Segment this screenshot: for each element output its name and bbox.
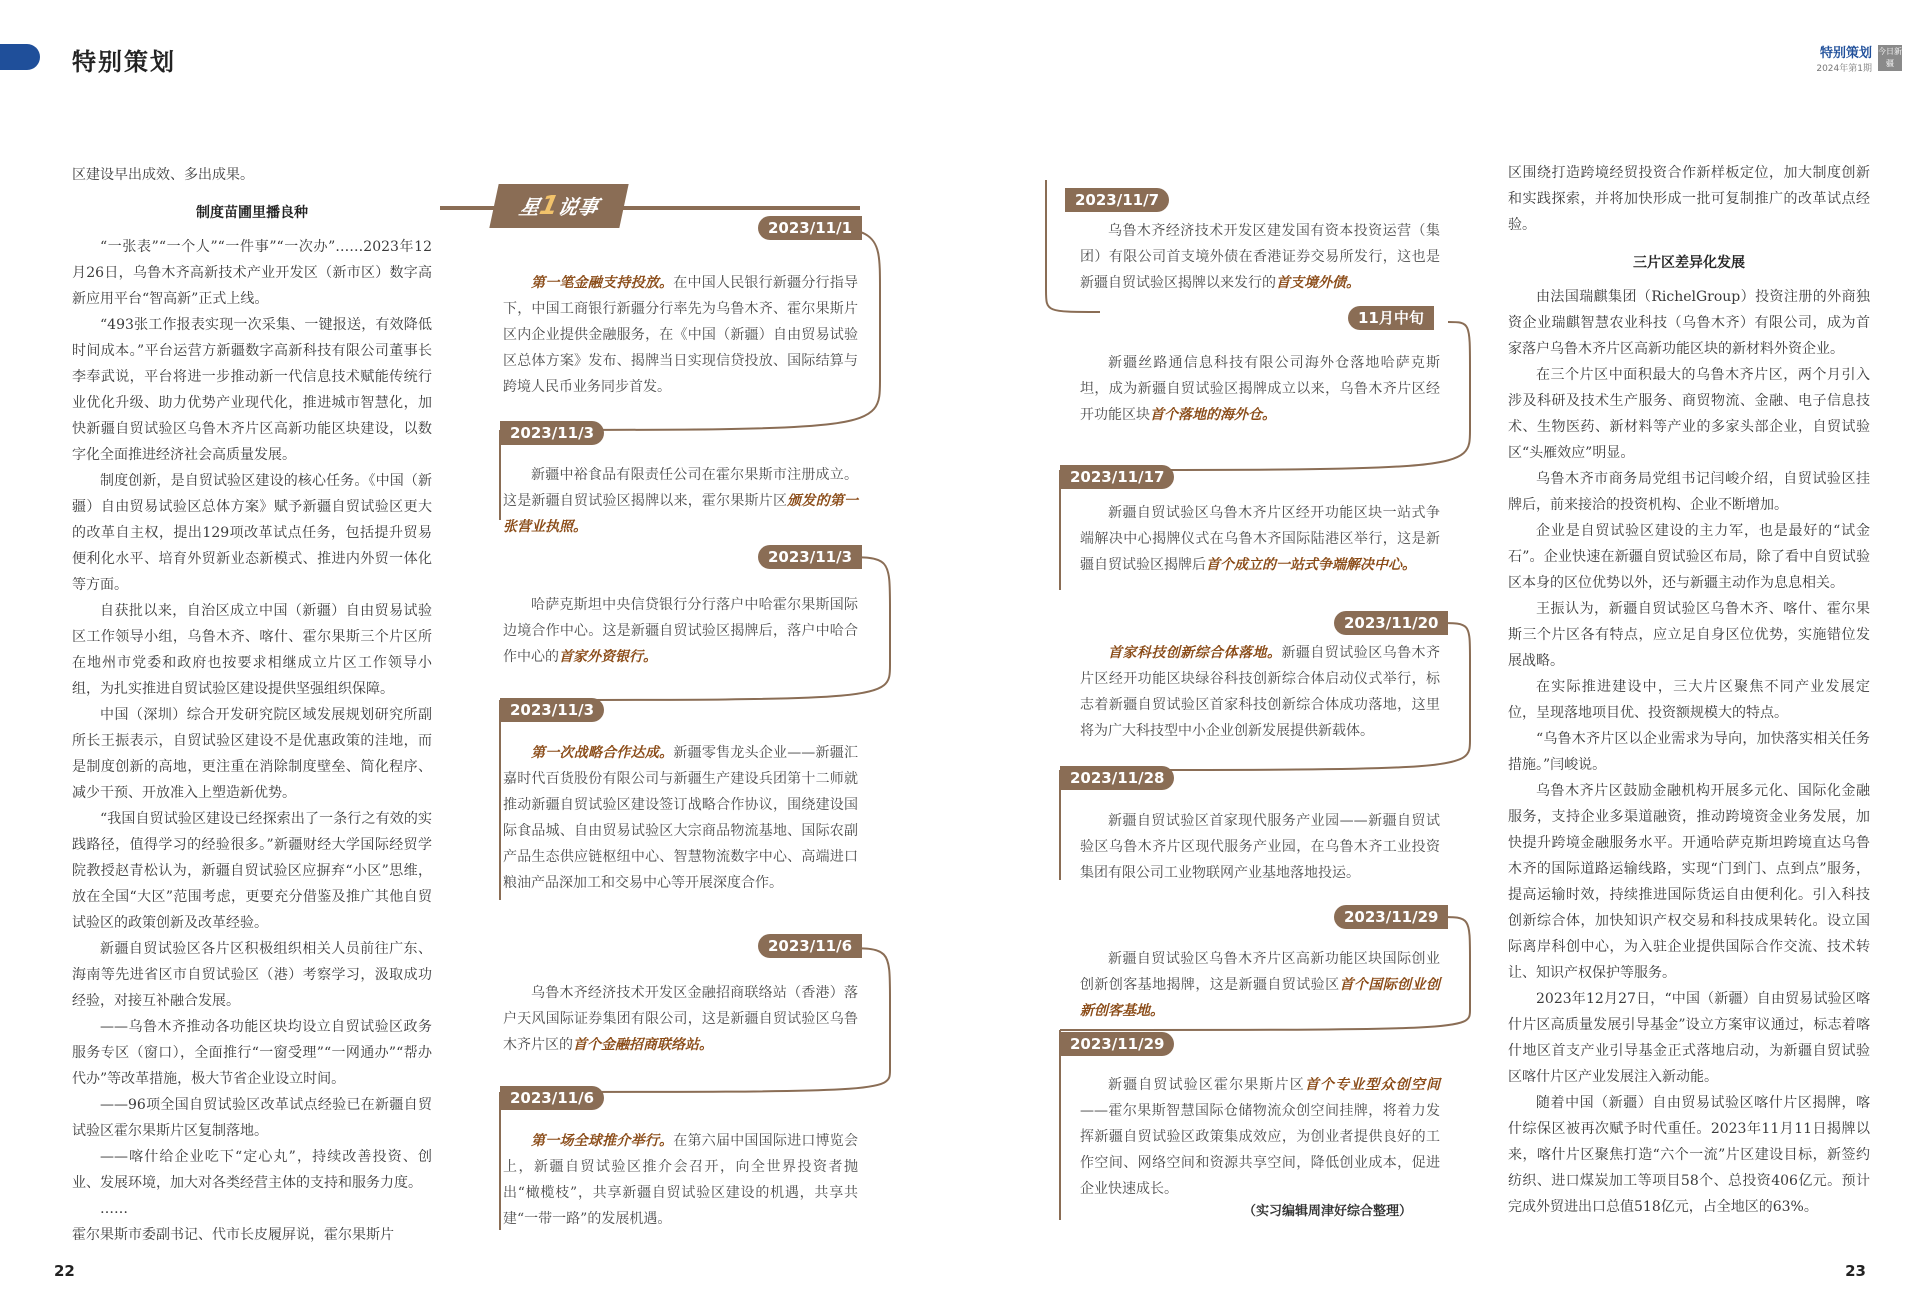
- timeline-date-tag: 2023/11/28: [1060, 766, 1174, 790]
- subheading: 三片区差异化发展: [1633, 255, 1745, 271]
- paragraph: 王振认为，新疆自贸试验区乌鲁木齐、喀什、霍尔果斯三个片区各有特点，应立足自身区位优势，实施错位发展战略。: [1508, 601, 1870, 669]
- page-number-left: 22: [54, 1262, 75, 1280]
- timeline-entry: [1080, 808, 1440, 886]
- timeline-date-tag: 2023/11/29: [1334, 905, 1448, 929]
- timeline-entry: [503, 592, 858, 670]
- timeline-date-tag: 2023/11/6: [500, 1086, 604, 1110]
- magazine-logo: 今日新疆: [1878, 45, 1902, 71]
- paragraph: “493张工作报表实现一次采集、一键报送，有效降低时间成本。”平台运营方新疆数字高新科技有限公司董事长李奉武说，平台将进一步推动新一代信息技术赋能传统行业优化升级、助力优势产业现代化，推进城市智慧化，加快新疆自贸试验区乌鲁木齐片区高新功能区块建设，以数字化全面推进经济社会高质量发展。: [72, 317, 432, 463]
- entry-text-after: ——霍尔果斯智慧国际仓储物流众创空间挂牌，将着力发挥新疆自贸试验区政策集成效应，为创业者提供良好的工作空间、网络空间和资源共享空间，降低创业成本，促进企业快速成长。: [1080, 1103, 1440, 1197]
- entry-text: 新疆丝路通信息科技有限公司海外仓落地哈萨克斯坦，成为新疆自贸试验区揭牌成立以来，乌鲁木齐片区经开功能区块: [1080, 355, 1440, 423]
- paragraph: 乌鲁木齐市商务局党组书记闫峻介绍，自贸试验区挂牌后，前来接洽的投资机构、企业不断增加。: [1508, 471, 1870, 513]
- paragraph: 自获批以来，自治区成立中国（新疆）自由贸易试验区工作领导小组，乌鲁木齐、喀什、霍尔果斯三个片区所在地州市党委和政府也按要求相继成立片区工作领导小组，为扎实推进自贸试验区建设提供坚强组织保障。: [72, 603, 432, 697]
- timeline-date-tag: 2023/11/3: [500, 421, 604, 445]
- entry-highlight: 首个落地的海外仓。: [1150, 407, 1276, 423]
- timeline-entry: [1080, 350, 1440, 428]
- subheading: 制度苗圃里播良种: [196, 205, 308, 221]
- timeline-date-tag: 11月中旬: [1348, 306, 1434, 330]
- timeline-date-tag: 2023/11/20: [1334, 611, 1448, 635]
- entry-highlight: 首家科技创新综合体落地。: [1108, 645, 1282, 661]
- entry-highlight: 首个金融招商联络站。: [573, 1037, 713, 1053]
- entry-text: 新疆中裕食品有限责任公司在霍尔果斯市注册成立。这是新疆自贸试验区揭牌以来，霍尔果斯片区: [503, 467, 858, 509]
- timeline-entry: [503, 270, 858, 400]
- paragraph: 随着中国（新疆）自由贸易试验区喀什片区揭牌，喀什综保区被再次赋予时代重任。2023年11月11日揭牌以来，喀什片区聚焦打造“六个一流”片区建设目标，新签约纺织、进口煤炭加工等项目58个、总投资406亿元。预计完成外贸进出口总值518亿元，占全地区的63%。: [1508, 1095, 1870, 1215]
- masthead-issue: 2024年第1期: [1816, 64, 1872, 74]
- timeline-entry: [1080, 946, 1440, 1024]
- paragraph: 2023年12月27日，“中国（新疆）自由贸易试验区喀什片区高质量发展引导基金”设立方案审议通过，标志着喀什地区首支产业引导基金正式落地启动，为新疆自贸试验区喀什片区产业发展注入新动能。: [1508, 991, 1870, 1085]
- entry-highlight: 颁发的第一张营业执照。: [503, 493, 859, 535]
- entry-highlight: 首个国际创业创新创客基地。: [1080, 977, 1440, 1019]
- entry-highlight: 第一次战略合作达成。: [531, 745, 674, 761]
- paragraph: 中国（深圳）综合开发研究院区域发展规划研究所副所长王振表示，自贸试验区建设不是优惠政策的洼地，而是制度创新的高地，更注重在消除制度壁垒、简化程序、减少干预、开放准入上塑造新优势。: [72, 707, 432, 801]
- timeline-date-tag: 2023/11/17: [1060, 465, 1174, 489]
- section-title: 特别策划: [72, 47, 176, 76]
- entry-highlight: 首支境外债。: [1276, 275, 1360, 291]
- entry-text: 新疆自贸试验区霍尔果斯片区: [1108, 1077, 1305, 1093]
- timeline-header-prefix: 星: [517, 195, 543, 219]
- timeline-date-tag: 2023/11/6: [758, 934, 862, 958]
- paragraph: 乌鲁木齐片区鼓励金融机构开展多元化、国际化金融服务，支持企业多渠道融资，推动跨境资金业务发展，加快提升跨境金融服务水平。开通哈萨克斯坦跨境直达乌鲁木齐的国际道路运输线路，实现“门到门、点到点”服务，提高运输时效，持续推进国际货运自由便利化。引入科技创新综合体，加快知识产权交易和科技成果转化。设立国际离岸科创中心，为入驻企业提供国际合作交流、技术转让、知识产权保护等服务。: [1508, 783, 1870, 981]
- timeline-header-badge: [489, 184, 628, 228]
- timeline-entry: [1080, 1072, 1440, 1202]
- paragraph: 企业是自贸试验区建设的主力军，也是最好的“试金石”。企业快速在新疆自贸试验区布局，除了看中自贸试验区本身的区位优势以外，还与新疆主动作为息息相关。: [1508, 523, 1870, 591]
- timeline-entry: [1080, 500, 1440, 578]
- paragraph: 由法国瑞麒集团（RichelGroup）投资注册的外商独资企业瑞麒智慧农业科技（乌鲁木齐）有限公司，成为首家落户乌鲁木齐片区高新功能区块的新材料外资企业。: [1508, 289, 1870, 357]
- entry-text: 新疆自贸试验区乌鲁木齐片区经开功能区块一站式争端解决中心揭牌仪式在乌鲁木齐国际陆港区举行，这是新疆自贸试验区揭牌后: [1080, 505, 1440, 573]
- entry-highlight: 首家外资银行。: [559, 649, 657, 665]
- timeline-entry: [1080, 640, 1440, 744]
- paragraph: 制度创新，是自贸试验区建设的核心任务。《中国（新疆）自由贸易试验区总体方案》赋予新疆自贸试验区更大的改革自主权，提出129项改革试点任务，包括提升贸易便利化水平、培育外贸新业态新模式、推进内外贸一体化等方面。: [72, 473, 432, 593]
- paragraph: ——乌鲁木齐推动各功能区块均设立自贸试验区政务服务专区（窗口），全面推行“一窗受理”“一网通办”“帮办代办”等改革措施，极大节省企业设立时间。: [72, 1019, 432, 1087]
- timeline-date-tag: 2023/11/3: [758, 545, 862, 569]
- timeline-date-tag: 2023/11/1: [758, 216, 862, 240]
- entry-highlight: 第一笔金融支持投放。: [531, 275, 674, 291]
- entry-highlight: 第一场全球推介举行。: [531, 1133, 674, 1149]
- entry-highlight: 首个成立的一站式争端解决中心。: [1206, 557, 1416, 573]
- page-number-right: 23: [1845, 1262, 1866, 1280]
- paragraph: 霍尔果斯市委副书记、代市长皮履屏说，霍尔果斯片: [72, 1227, 394, 1243]
- timeline-date-tag: 2023/11/7: [1065, 188, 1169, 212]
- entry-text: 新疆自贸试验区乌鲁木齐片区经开功能区块绿谷科技创新综合体启动仪式举行，标志着新疆自贸试验区首家科技创新综合体成功落地，这里将为广大科技型中小企业创新发展提供新载体。: [1080, 645, 1441, 739]
- entry-text: 新疆自贸试验区首家现代服务产业园——新疆自贸试验区乌鲁木齐片区现代服务产业园，在乌鲁木齐工业投资集团有限公司工业物联网产业基地落地投运。: [1080, 813, 1440, 881]
- entry-text: 新疆自贸试验区乌鲁木齐片区高新功能区块国际创业创新创客基地揭牌，这是新疆自贸试验区: [1080, 951, 1440, 993]
- right-article-column: [1508, 160, 1870, 1220]
- timeline-date-tag: 2023/11/29: [1060, 1032, 1174, 1056]
- timeline-entry: [503, 462, 858, 540]
- entry-text: 在中国人民银行新疆分行指导下，中国工商银行新疆分行率先为乌鲁木齐、霍尔果斯片区内企业提供金融服务，在《中国（新疆）自由贸易试验区总体方案》发布、揭牌当日实现信贷投放、国际结算与跨境人民币业务同步首发。: [503, 275, 859, 395]
- lead-paragraph: 区建设早出成效、多出成果。: [72, 167, 254, 183]
- paragraph: “一张表”“一个人”“一件事”“一次办”……2023年12月26日，乌鲁木齐高新技术产业开发区（新市区）数字高新应用平台“智高新”正式上线。: [72, 239, 432, 307]
- paragraph: 在三个片区中面积最大的乌鲁木齐片区，两个月引入涉及科研及技术生产服务、商贸物流、金融、电子信息技术、生物医药、新材料等产业的多家头部企业，自贸试验区“头雁效应”明显。: [1508, 367, 1870, 461]
- paragraph: “我国自贸试验区建设已经探索出了一条行之有效的实践路径，值得学习的经验很多。”新疆财经大学国际经贸学院教授赵青松认为，新疆自贸试验区应摒弃“小区”思维，放在全国“大区”范围考虑，更要充分借鉴及推广其他自贸试验区的政策创新及改革经验。: [72, 811, 432, 931]
- paragraph: ——喀什给企业吃下“定心丸”，持续改善投资、创业、发展环境，加大对各类经营主体的支持和服务力度。: [72, 1149, 432, 1191]
- timeline-entry: [503, 1128, 858, 1232]
- lead-paragraph: 区围绕打造跨境经贸投资合作新样板定位，加大制度创新和实践探索，并将加快形成一批可复制推广的改革试点经验。: [1508, 165, 1870, 233]
- entry-text: 哈萨克斯坦中央信贷银行分行落户中哈霍尔果斯国际边境合作中心。这是新疆自贸试验区揭牌后，落户中哈合作中心的: [503, 597, 858, 665]
- paragraph: ——96项全国自贸试验区改革试点经验已在新疆自贸试验区霍尔果斯片区复制落地。: [72, 1097, 432, 1139]
- timeline-header-suffix: 说事: [555, 195, 601, 219]
- timeline-entry: [503, 740, 858, 896]
- entry-text: 乌鲁木齐经济技术开发区建发国有资本投资运营（集团）有限公司首支境外债在香港证券交易所发行，这也是新疆自贸试验区揭牌以来发行的: [1080, 223, 1440, 291]
- timeline-date-tag: 2023/11/3: [500, 698, 604, 722]
- timeline-entry: [1080, 218, 1440, 296]
- paragraph: 在实际推进建设中，三大片区聚焦不同产业发展定位，呈现落地项目优、投资额规模大的特点。: [1508, 679, 1870, 721]
- entry-highlight: 首个专业型众创空间: [1304, 1077, 1441, 1093]
- paragraph: ……: [100, 1201, 128, 1217]
- entry-text: 新疆零售龙头企业——新疆汇嘉时代百货股份有限公司与新疆生产建设兵团第十二师就推动新疆自贸试验区建设签订战略合作协议，围绕建设国际食品城、自由贸易试验区大宗商品物流基地、国际农副产品生态供应链枢纽中心、智慧物流数字中心、高端进口粮油产品深加工和交易中心等开展深度合作。: [503, 745, 859, 891]
- masthead-title: 特别策划: [1819, 46, 1872, 61]
- entry-text: 在第六届中国国际进口博览会上，新疆自贸试验区推介会召开，向全世界投资者抛出“橄榄枝”，共享新疆自贸试验区建设的机遇，共享共建“一带一路”的发展机遇。: [503, 1133, 859, 1227]
- editor-credit: （实习编辑周津好综合整理）: [1243, 1204, 1413, 1219]
- paragraph: 新疆自贸试验区各片区积极组织相关人员前往广东、海南等先进省区市自贸试验区（港）考察学习，汲取成功经验，对接互补融合发展。: [72, 941, 432, 1009]
- timeline-entry: [503, 980, 858, 1058]
- timeline-header-number: 1: [536, 191, 562, 221]
- entry-text: 乌鲁木齐经济技术开发区金融招商联络站（香港）落户天风国际证券集团有限公司，这是新疆自贸试验区乌鲁木齐片区的: [503, 985, 858, 1053]
- paragraph: “乌鲁木齐片区以企业需求为导向，加快落实相关任务措施。”闫峻说。: [1508, 731, 1870, 773]
